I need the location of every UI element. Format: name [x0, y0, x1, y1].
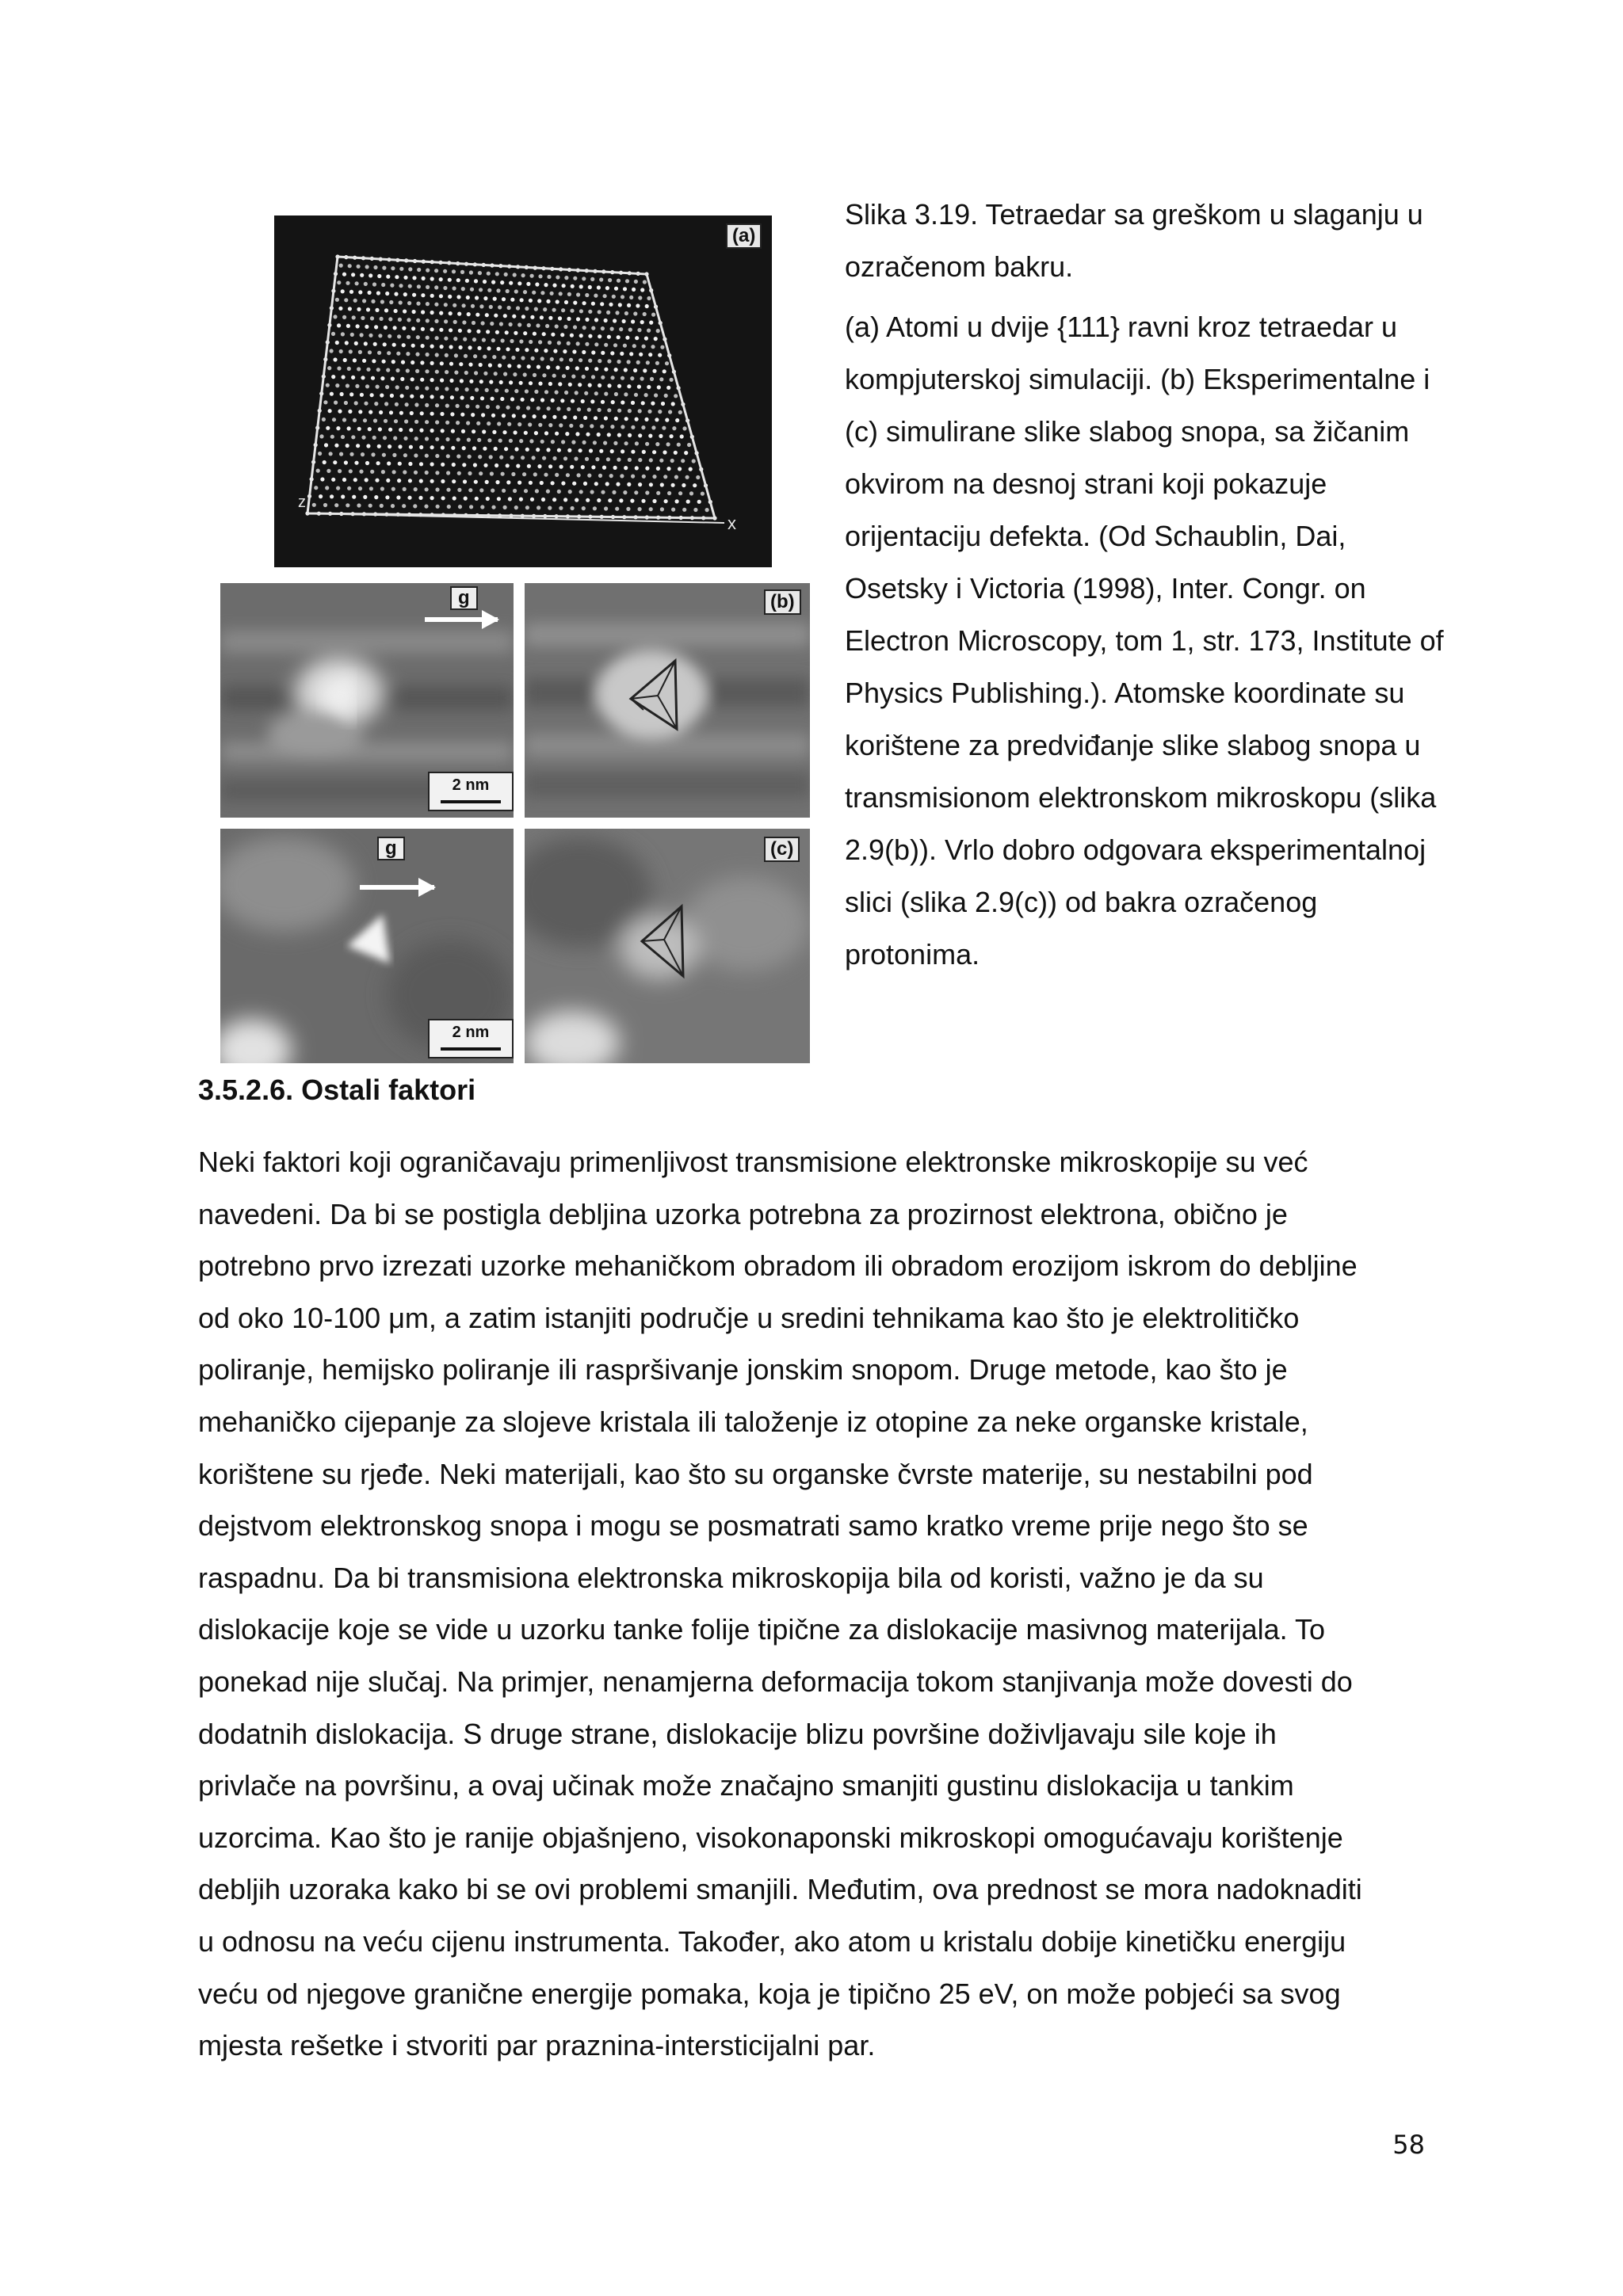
panel-a-label: (a) — [726, 223, 762, 249]
scale-bar-line-c — [441, 1047, 501, 1051]
panel-c-label: (c) — [764, 837, 800, 862]
figure-caption-title: Slika 3.19. Tetraedar sa greškom u slaganju u ozračenom bakru. — [845, 198, 1423, 283]
figure-caption — [845, 189, 1447, 981]
scale-bar-label-c: 2 nm — [452, 1024, 490, 1041]
panel-b-label: (b) — [764, 589, 801, 615]
body-paragraph: Neki faktori koji ograničavaju primenljivost transmisione elektronske mikroskopije su već navedeni. Da bi se postigla debljina uzorka potrebna za prozirnost elektrona, obično je potrebno prvo izrezati uzorke mehaničkom obradom ili obradom erozijom iskrom do debljine od oko 10-100 μm, a zatim istanjiti područje u sredini tehnikama kao što je elektrolitičko poliranje, hemijsko poliranje ili raspršivanje jonskim snopom. Druge metode, kao što je mehaničko cijepanje za slojeve kristala ili taloženje iz otopine za neke organske kristale, korištene su rjeđe. Neki materijali, kao što su organske čvrste materije, su nestabilni pod dejstvom elektronskog snopa i mogu se posmatrati samo kratko vreme prije nego što se raspadnu. Da bi transmisiona elektronska mikroskopija bila od koristi, važno je da su dislokacije koje se vide u uzorku tanke folije tipične za dislokacije masivnog materijala. To ponekad nije slučaj. Na primjer, nenamjerna deformacija tokom stanjivanja može dovesti do dodatnih dislokacija. S druge strane, dislokacije blizu površine doživljavaju sile koje ih privlače na površinu, a ovaj učinak može značajno smanjiti gustinu dislokacija u tankim uzorcima. Kao što je ranije objašnjeno, visokonaponski mikroskopi omogućavaju korištenje debljih uzoraka kako bi se ovi problemi smanjili. Međutim, ova prednost se mora nadoknaditi u odnosu na veću cijenu instrumenta. Također, ako atom u kristalu dobije kinetičku energiju veću od njegove granične energije pomaka, koja je tipično 25 eV, on može pobjeći sa svog mjesta rešetke i stvoriti par praznina-intersticijalni par. — [198, 1146, 1362, 2062]
axis-z-label: z — [298, 494, 306, 511]
section-heading: 3.5.2.6. Ostali faktori — [198, 1074, 476, 1106]
figure-panel-c-experimental — [220, 829, 514, 1063]
figure-panel-a — [274, 215, 772, 567]
page-number: 58 — [1392, 2130, 1425, 2160]
simulated-weak-beam-image-b — [525, 583, 810, 818]
scale-bar-line-b — [441, 800, 501, 803]
scale-bar-label-b: 2 nm — [452, 776, 490, 794]
g-vector-label-c: g — [377, 837, 405, 860]
scale-bar-c — [428, 1019, 514, 1058]
figure-panel-b-experimental — [220, 583, 514, 818]
figure-caption-body: (a) Atomi u dvije {111} ravni kroz tetraedar u kompjuterskoj simulaciji. (b) Eksperimentalne i (c) simulirane slike slabog snopa, sa žičanim okvirom na desnoj strani koji pokazuje orijentaciju defekta. (Od Schaublin, Dai, Osetsky i Victoria (1998), Inter. Congr. on Electron Microscopy, tom 1, str. 173, Institute of Physics Publishing.). Atomske koordinate su korištene za predviđanje slike slabog snopa u transmisionom elektronskom mikroskopu (slika 2.9(b)). Vrlo dobro odgovara eksperimentalnoj slici (slika 2.9(c)) od bakra ozračenog protonima. — [845, 311, 1444, 971]
figure-panel-c-simulated — [525, 829, 810, 1063]
axis-x-label: x — [727, 513, 736, 533]
atom-lattice-image — [274, 215, 772, 567]
g-vector-label-b: g — [450, 586, 478, 610]
simulated-weak-beam-image-c — [525, 829, 810, 1063]
scale-bar-b — [428, 772, 514, 811]
figure-panel-b-simulated — [525, 583, 810, 818]
